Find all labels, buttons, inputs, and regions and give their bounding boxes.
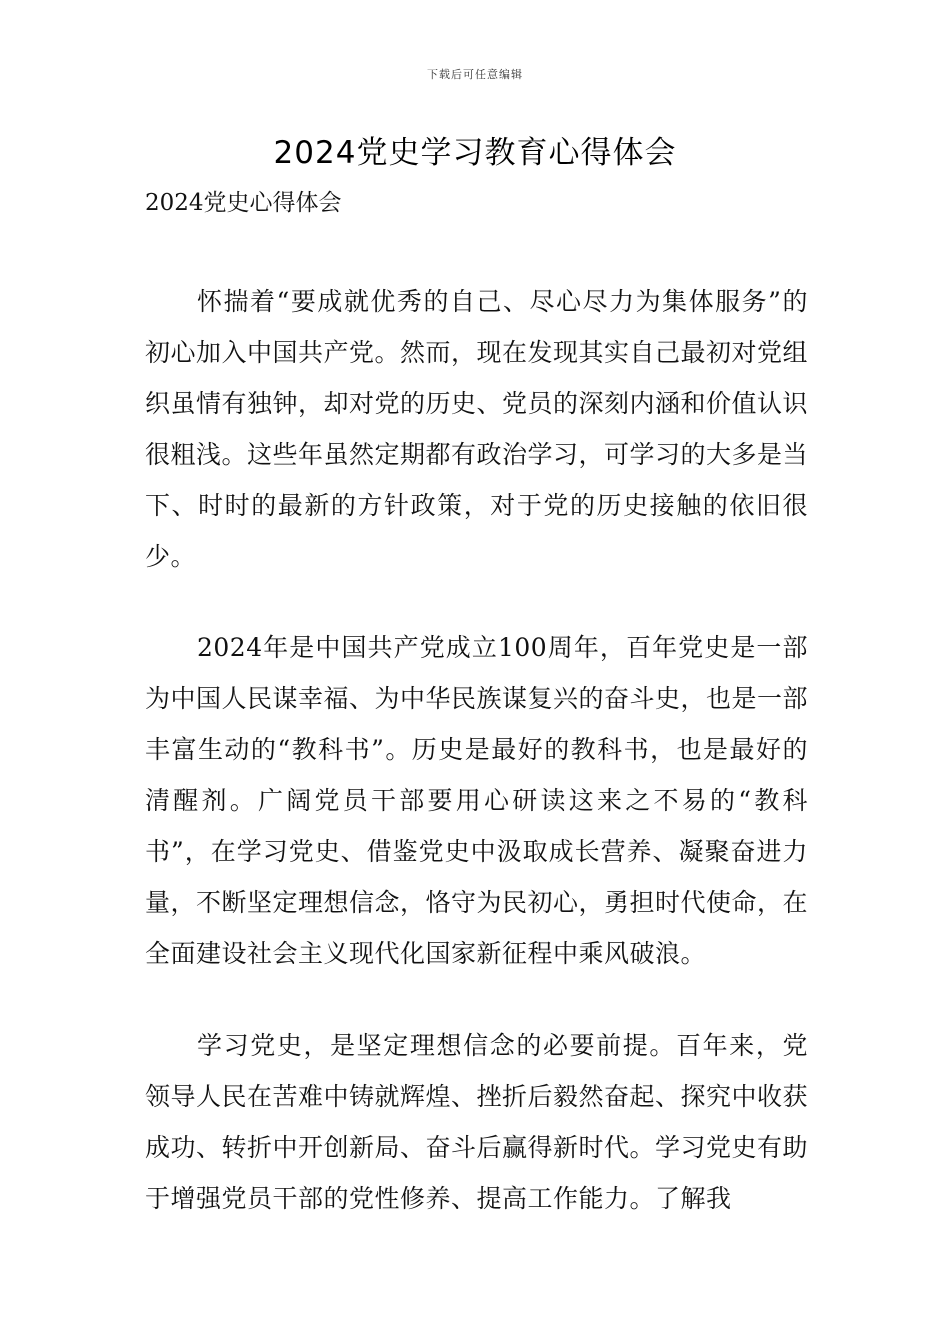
paragraph-3: 学习党史，是坚定理想信念的必要前提。百年来，党领导人民在苦难中铸就辉煌、挫折后毅然奋起、探究中收获成功、转折中开创新局、奋斗后赢得新时代。学习党史有助于增强党员干部的党性修养、提高工作能力。了解我 (145, 1031, 809, 1213)
paragraph-2: 2024年是中国共产党成立100周年，百年党史是一部为中国人民谋幸福、为中华民族谋复兴的奋斗史，也是一部丰富生动的“教科书”。历史是最好的教科书，也是最好的清醒剂。广阔党员干部要用心研读这来之不易的“教科书”，在学习党史、借鉴党史中汲取成长营养、凝聚奋进力量，不断坚定理想信念，恪守为民初心，勇担时代使命，在全面建设社会主义现代化国家新征程中乘风破浪。 (145, 633, 809, 968)
paragraph-1: 怀揣着“要成就优秀的自己、尽心尽力为集体服务”的初心加入中国共产党。然而，现在发现其实自己最初对党组织虽情有独钟，却对党的历史、党员的深刻内涵和价值认识很粗浅。这些年虽然定期都有政治学习，可学习的大多是当下、时时的最新的方针政策，对于党的历史接触的依旧很少。 (145, 287, 809, 571)
document-subtitle: 2024党史心得体会 (145, 190, 342, 216)
document-title: 2024党史学习教育心得体会 (273, 135, 677, 171)
header-note: 下载后可任意编辑 (427, 68, 523, 81)
